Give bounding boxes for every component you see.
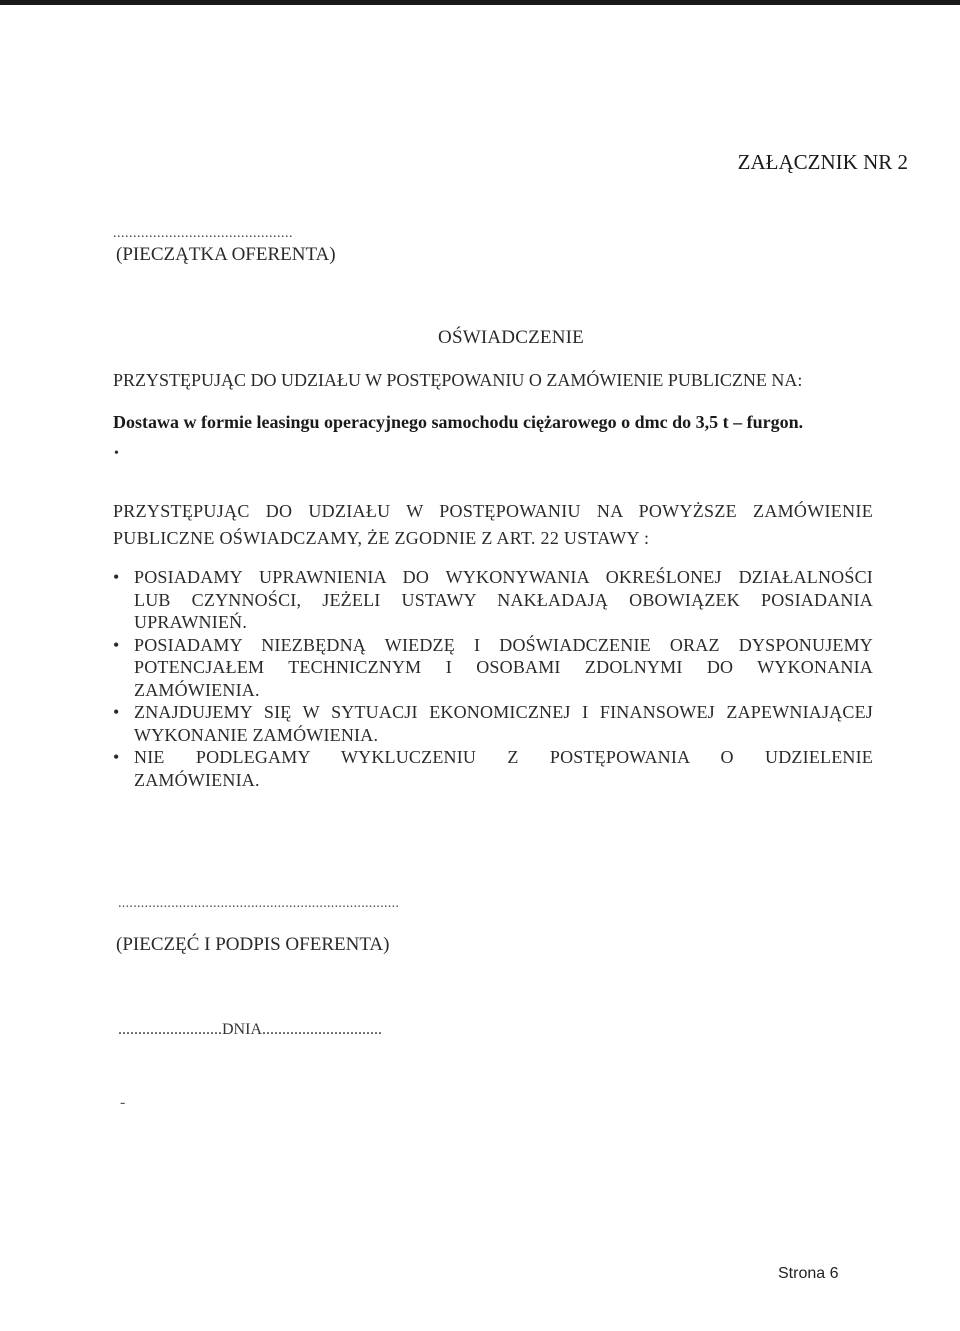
list-item-line: NIE PODLEGAMY WYKLUCZENIU Z POSTĘPOWANIA O UDZIELENIE	[134, 747, 873, 767]
declaration-line: PRZYSTĘPUJĄC DO UDZIAŁU W POSTĘPOWANIU NA POWYŻSZE ZAMÓWIENIE	[113, 501, 873, 521]
signature-dotted-line: ..........................................................................	[118, 896, 400, 911]
list-item-line: ZAMÓWIENIA.	[134, 769, 260, 790]
list-item-line: POSIADAMY UPRAWNIENIA DO WYKONYWANIA OKREŚLONEJ DZIAŁALNOŚCI	[134, 567, 873, 587]
bullet-icon: •	[113, 634, 120, 655]
stray-bullet: •	[114, 446, 119, 461]
top-border	[0, 0, 960, 5]
order-subject: Dostawa w formie leasingu operacyjnego samochodu ciężarowego o dmc do 3,5 t – furgon.	[113, 412, 804, 432]
list-item-line: ZAMÓWIENIA.	[134, 679, 260, 700]
intro-text: PRZYSTĘPUJĄC DO UDZIAŁU W POSTĘPOWANIU O ZAMÓWIENIE PUBLICZNE NA:	[113, 370, 803, 390]
bullet-icon: •	[113, 702, 120, 722]
list-item-line: UPRAWNIEŃ.	[134, 612, 248, 632]
list-item-line: POSIADAMY NIEZBĘDNĄ WIEDZĘ I DOŚWIADCZENIE ORAZ DYSPONUJEMY	[134, 634, 873, 655]
stamp-dotted-line: .............................................	[113, 226, 293, 241]
stamp-label: (PIECZĄTKA OFERENTA)	[116, 244, 336, 265]
list-item-line: LUB CZYNNOŚCI, JEŻELI USTAWY NAKŁADAJĄ OBOWIĄZEK POSIADANIA	[134, 589, 873, 610]
declaration-line: PUBLICZNE OŚWIADCZAMY, ŻE ZGODNIE Z ART. 22 USTAWY :	[113, 528, 650, 548]
stray-dash: -	[120, 1094, 126, 1111]
declaration-list	[113, 566, 873, 791]
signature-label: (PIECZĘĆ I PODPIS OFERENTA)	[116, 934, 390, 955]
date-line: ..........................DNIA..............................	[118, 1021, 382, 1038]
list-item-line: POTENCJAŁEM TECHNICZNYM I OSOBAMI ZDOLNYMI DO WYKONANIA	[134, 657, 873, 677]
list-item-line: WYKONANIE ZAMÓWIENIA.	[134, 724, 379, 745]
list-item	[113, 634, 873, 702]
list-item	[113, 566, 873, 634]
list-item	[113, 746, 873, 791]
declaration-paragraph	[113, 498, 873, 552]
page-number: Strona 6	[778, 1265, 839, 1282]
attachment-label: ZAŁĄCZNIK NR 2	[737, 150, 908, 174]
list-item-line: ZNAJDUJEMY SIĘ W SYTUACJI EKONOMICZNEJ I FINANSOWEJ ZAPEWNIAJĄCEJ	[134, 702, 873, 722]
bullet-icon: •	[113, 747, 120, 767]
document-title: OŚWIADCZENIE	[438, 327, 584, 348]
list-item	[113, 701, 873, 746]
bullet-icon: •	[113, 567, 120, 587]
